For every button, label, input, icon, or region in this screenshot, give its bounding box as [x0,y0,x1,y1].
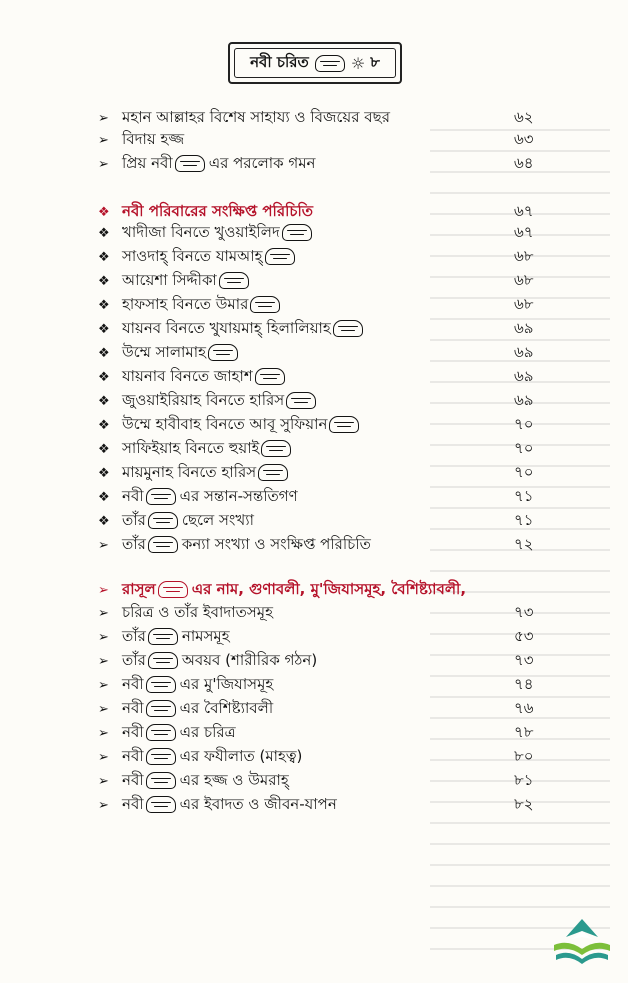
toc-page-number: ৮০ [514,746,534,765]
toc-entry [98,128,558,152]
toc-entry [98,673,558,697]
toc-entry [98,461,558,485]
toc-entry-text-continued: অবয়ব (শারীরিক গঠন) [181,650,318,669]
toc-entry-title [122,673,558,698]
toc-entry-title [122,245,558,270]
radiallahu-anha-calligraphy-icon [258,464,288,481]
toc-entry-title [122,152,558,177]
toc-entry [98,578,558,602]
toc-entry [98,317,558,341]
toc-entry-title [122,437,558,462]
arrow-bullet-icon: ➢ [98,110,109,126]
toc-entry-text: নবী [122,698,144,717]
diamond-bullet-icon: ❖ [98,417,110,433]
toc-entry [98,437,558,461]
toc-page-number: ৬৯ [514,366,534,385]
salallahu-alaihi-wasallam-calligraphy-icon [146,676,176,693]
toc-entry-text: নবী [122,746,144,765]
header-title: নবী চরিত [250,52,309,71]
toc-entry-text: নবী [122,674,144,693]
toc-entry-text: সাওদাহ্ বিনতে যামআহ্ [122,246,263,265]
running-header [228,42,402,84]
diamond-bullet-icon: ❖ [98,489,110,505]
toc-entry-text: চরিত্র ও তাঁর ইবাদাতসমূহ [122,602,273,621]
toc-entry-text: রাসূল [122,579,156,598]
toc-entry-title [122,578,558,603]
salallahu-alaihi-wasallam-calligraphy-icon [146,724,176,741]
salallahu-alaihi-wasallam-calligraphy-icon [148,512,178,529]
radiallahu-anha-calligraphy-icon [282,224,312,241]
toc-entry-text: জুওয়াইরিয়াহ বিনতে হারিস [122,390,285,409]
toc-page-number: ৭৩ [514,650,534,669]
toc-entry-title [122,793,558,818]
toc-entry-text: বিদায় হজ্জ [122,129,185,148]
toc-entry [98,413,558,437]
diamond-bullet-icon: ❖ [98,393,110,409]
toc-entry [98,745,558,769]
diamond-bullet-icon: ❖ [98,321,110,337]
toc-entry-title [122,269,558,294]
toc-entry-title [122,745,558,770]
toc-entry-text: তাঁর [122,510,146,529]
toc-page-number: ৬৮ [514,246,534,265]
toc-entry-text-continued: এর মু'জিযাসমূহ [179,674,274,693]
toc-entry [98,106,558,130]
diamond-bullet-icon: ❖ [98,249,110,265]
radiallahu-anha-calligraphy-icon [261,440,291,457]
toc-entry-text-continued: এর নাম, গুণাবলী, মু'জিযাসমূহ, বৈশিষ্ট্যাবলী, [191,579,467,598]
toc-entry-text-continued: কন্যা সংখ্যা ও সংক্ষিপ্ত পরিচিতি [181,534,371,553]
diamond-bullet-icon: ❖ [98,225,110,241]
radiallahu-anha-calligraphy-icon [219,272,249,289]
radiallahu-anha-calligraphy-icon [208,344,238,361]
diamond-bullet-icon: ❖ [98,297,110,313]
radiallahu-anha-calligraphy-icon [333,320,363,337]
toc-entry [98,769,558,793]
sun-ornament-icon: ☼ [350,53,366,73]
toc-entry-title [122,649,558,674]
toc-page-number: ৬৪ [514,153,534,172]
toc-entry-text: তাঁর [122,650,146,669]
toc-page-number: ৭০ [514,414,534,433]
toc-entry [98,509,558,533]
diamond-bullet-icon: ❖ [98,513,110,529]
toc-entry-text-continued: এর ফযীলাত (মাহত্ব) [179,746,303,765]
arrow-bullet-icon: ➢ [98,749,109,765]
toc-entry-title [122,485,558,510]
toc-entry-text-continued: নামসমূহ [181,626,230,645]
salallahu-alaihi-wasallam-calligraphy-icon [315,55,345,72]
toc-entry-title [122,413,558,438]
toc-entry [98,365,558,389]
salallahu-alaihi-wasallam-calligraphy-icon [148,536,178,553]
toc-entry-text: নবী [122,770,144,789]
arrow-bullet-icon: ➢ [98,701,109,717]
toc-entry-title [122,509,558,534]
toc-entry [98,269,558,293]
toc-entry-text: হাফসাহ বিনতে উমার [122,294,249,313]
toc-entry [98,341,558,365]
toc-entry-text-continued: এর বৈশিষ্ট্যাবলী [179,698,274,717]
toc-entry [98,601,558,625]
toc-entry-title [122,625,558,650]
toc-page-number: ৬৭ [514,222,534,241]
toc-page-number: ৬৯ [514,390,534,409]
toc-entry [98,793,558,817]
toc-entry [98,721,558,745]
toc-entry-title [122,221,558,246]
toc-entry-text-continued: এর সন্তান-সন্ততিগণ [179,486,298,505]
toc-entry-text: আয়েশা সিদ্দীকা [122,270,217,289]
toc-entry [98,649,558,673]
toc-entry-text: মায়মুনাহ বিনতে হারিস [122,462,257,481]
toc-entry-title [122,317,558,342]
toc-page-number: ৮২ [514,794,534,813]
toc-entry [98,221,558,245]
toc-entry-text: তাঁর [122,534,146,553]
toc-entry-text: উম্মে হাবীবাহ বিনতে আবূ সুফিয়ান [122,414,328,433]
toc-entry-text: খাদীজা বিনতে খুওয়াইলিদ [122,222,280,241]
radiallahu-anha-calligraphy-icon [255,368,285,385]
toc-page-number: ৭২ [514,534,534,553]
diamond-bullet-icon: ❖ [98,441,110,457]
toc-entry [98,485,558,509]
toc-page-number: ৭৬ [514,698,534,717]
arrow-bullet-icon: ➢ [98,797,109,813]
arrow-bullet-icon: ➢ [98,605,109,621]
toc-entry-title [122,341,558,366]
toc-entry-text: নবী পরিবারের সংক্ষিপ্ত পরিচিতি [122,201,314,220]
toc-entry-title [122,293,558,318]
salallahu-alaihi-wasallam-calligraphy-icon [158,581,188,598]
toc-entry-text: যায়নাব বিনতে জাহাশ [122,366,253,385]
arrow-bullet-icon: ➢ [98,156,109,172]
toc-page-number: ৬৮ [514,270,534,289]
toc-entry-text-continued: এর ইবাদত ও জীবন-যাপন [179,794,337,813]
radiallahu-anha-calligraphy-icon [250,296,280,313]
toc-entry-text: যায়নব বিনতে খুযায়মাহ্ হিলালিয়াহ [122,318,331,337]
toc-page-number: ৭০ [514,438,534,457]
toc-entry-text: প্রিয় নবী [122,153,173,172]
toc-page-number: ৬৩ [514,129,534,148]
toc-page-number: ৬৭ [514,201,534,220]
arrow-bullet-icon: ➢ [98,725,109,741]
publisher-book-logo-icon [548,915,616,973]
salallahu-alaihi-wasallam-calligraphy-icon [146,796,176,813]
salallahu-alaihi-wasallam-calligraphy-icon [146,748,176,765]
toc-entry-title [122,389,558,414]
salallahu-alaihi-wasallam-calligraphy-icon [146,772,176,789]
toc-entry [98,245,558,269]
arrow-bullet-icon: ➢ [98,773,109,789]
radiallahu-anha-calligraphy-icon [286,392,316,409]
toc-page-number: ৮১ [514,770,534,789]
salallahu-alaihi-wasallam-calligraphy-icon [148,652,178,669]
toc-entry-title [122,533,558,558]
toc-entry-title [122,697,558,722]
toc-entry-title [122,128,558,153]
toc-entry-title [122,769,558,794]
toc-entry-text-continued: এর হজ্জ ও উমরাহ্ [179,770,289,789]
toc-page-number: ৭১ [514,510,534,529]
diamond-bullet-icon: ❖ [98,465,110,481]
toc-entry-text-continued: এর পরলোক গমন [208,153,316,172]
toc-page-number: ৬৯ [514,342,534,361]
diamond-bullet-icon: ❖ [98,345,110,361]
toc-page-number: ৭৩ [514,602,534,621]
toc-entry-title [122,365,558,390]
toc-page-number: ৬৯ [514,318,534,337]
toc-entry-text-continued: এর চরিত্র [179,722,236,741]
toc-entry-title [122,601,558,626]
arrow-bullet-icon: ➢ [98,537,109,553]
toc-entry-title [122,721,558,746]
diamond-bullet-icon: ❖ [98,273,110,289]
toc-entry-text: উম্মে সালামাহ [122,342,206,361]
toc-entry-text: সাফিইয়াহ বিনতে হুয়াই [122,438,260,457]
toc-page-number: ৭১ [514,486,534,505]
salallahu-alaihi-wasallam-calligraphy-icon [146,700,176,717]
toc-page-number: ৭৮ [514,722,534,741]
toc-entry-title [122,461,558,486]
arrow-bullet-icon: ➢ [98,582,109,598]
diamond-bullet-icon: ❖ [98,204,110,220]
radiallahu-anha-calligraphy-icon [329,416,359,433]
diamond-bullet-icon: ❖ [98,369,110,385]
arrow-bullet-icon: ➢ [98,677,109,693]
salallahu-alaihi-wasallam-calligraphy-icon [146,488,176,505]
toc-entry [98,293,558,317]
arrow-bullet-icon: ➢ [98,629,109,645]
toc-page-number: ৫৩ [514,626,534,645]
toc-entry-text: নবী [122,486,144,505]
salallahu-alaihi-wasallam-calligraphy-icon [175,155,205,172]
header-page-number: ৮ [370,52,380,71]
toc-entry [98,533,558,557]
toc-entry-text-continued: ছেলে সংখ্যা [181,510,254,529]
arrow-bullet-icon: ➢ [98,132,109,148]
arrow-bullet-icon: ➢ [98,653,109,669]
toc-entry [98,697,558,721]
toc-entry [98,389,558,413]
toc-page-number: ৬৮ [514,294,534,313]
toc-page-number: ৭৪ [514,674,534,693]
toc-entry [98,152,558,176]
toc-entry-text: মহান আল্লাহর বিশেষ সাহায্য ও বিজয়ের বছর [122,107,390,126]
toc-page-number: ৬২ [514,107,534,126]
radiallahu-anha-calligraphy-icon [265,248,295,265]
toc-entry-text: নবী [122,722,144,741]
toc-entry-text: তাঁর [122,626,146,645]
toc-page-number: ৭০ [514,462,534,481]
toc-entry [98,625,558,649]
toc-entry-text: নবী [122,794,144,813]
salallahu-alaihi-wasallam-calligraphy-icon [148,628,178,645]
